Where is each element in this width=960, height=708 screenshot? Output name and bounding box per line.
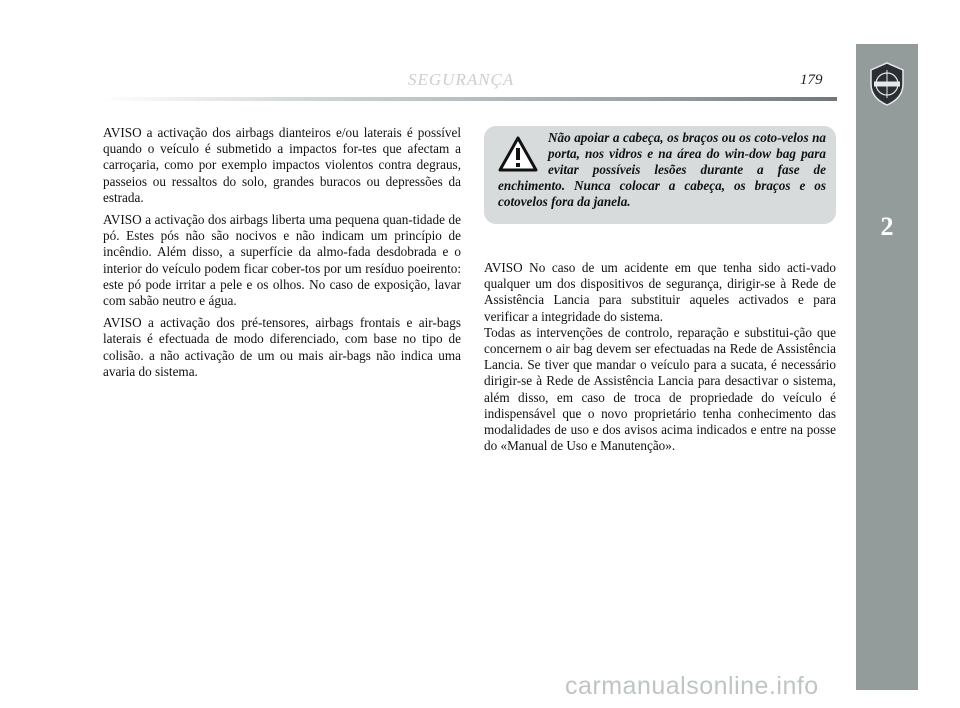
chapter-number: 2 (880, 212, 894, 241)
watermark: carmanualsonline.info (565, 672, 819, 700)
header-divider (100, 97, 837, 101)
section-title: SEGURANÇA (408, 70, 515, 89)
paragraph: AVISO a activação dos airbags liberta uma pequena quan-tidade de pó. Estes pós não são nocivos e não indicam um princípio de incêndio. Além disso, a superfície da almo-fada desdobrada e o interior do veículo podem ficar cober-tos por um resíduo poeirento: este pó pode irritar a pele e os olhos. No caso de exposição, lavar com sabão neutro e água. (103, 212, 461, 309)
paragraph: AVISO a activação dos pré-tensores, airbags frontais e air-bags laterais é efectuada de modo diferenciado, com base no tipo de colisão. a não activação de um ou mais air-bags não indica uma avaria do sistema. (103, 315, 461, 379)
paragraph: AVISO No caso de um acidente em que tenha sido acti-vado qualquer um dos dispositivos de segurança, dirigir-se à Rede de Assistência Lancia para substituir aqueles activados e para verificar a integridade do sistema. (484, 260, 836, 324)
right-column (484, 260, 836, 454)
left-column (103, 125, 461, 386)
lancia-logo-icon (868, 62, 906, 106)
page-number: 179 (800, 72, 823, 88)
chapter-sidebar (856, 44, 918, 690)
paragraph: Todas as intervenções de controlo, reparação e substitui-ção que concernem o air bag devem ser efectuadas na Rede de Assistência Lancia. Se tiver que mandar o veículo para a sucata, é necessário dirigir-se à Rede de Assistência Lancia para desactivar o sistema, além disso, em caso de troca de propriedade do veículo é indispensável que o novo proprietário tenha conhecimento das modalidades de uso e dos avisos acima indicados e entre na posse do «Manual de Uso e Manutenção». (484, 324, 836, 454)
warning-box (484, 126, 836, 224)
warning-text: Não apoiar a cabeça, os braços ou os coto-velos na porta, nos vidros e na área do win-dow bag para evitar possíveis lesões durante a fase de enchimento. Nunca colocar a cabeça, os braços e os cotovelos fora da janela. (498, 130, 826, 209)
paragraph: AVISO a activação dos airbags dianteiros e/ou laterais é possível quando o veículo é submetido a impactos for-tes que afectam a carroçaria, como por exemplo impactos violentos contra degraus, passeios ou ressaltos do solo, grandes buracos ou depressões da estrada. (103, 125, 461, 205)
warning-triangle-icon (498, 136, 538, 172)
